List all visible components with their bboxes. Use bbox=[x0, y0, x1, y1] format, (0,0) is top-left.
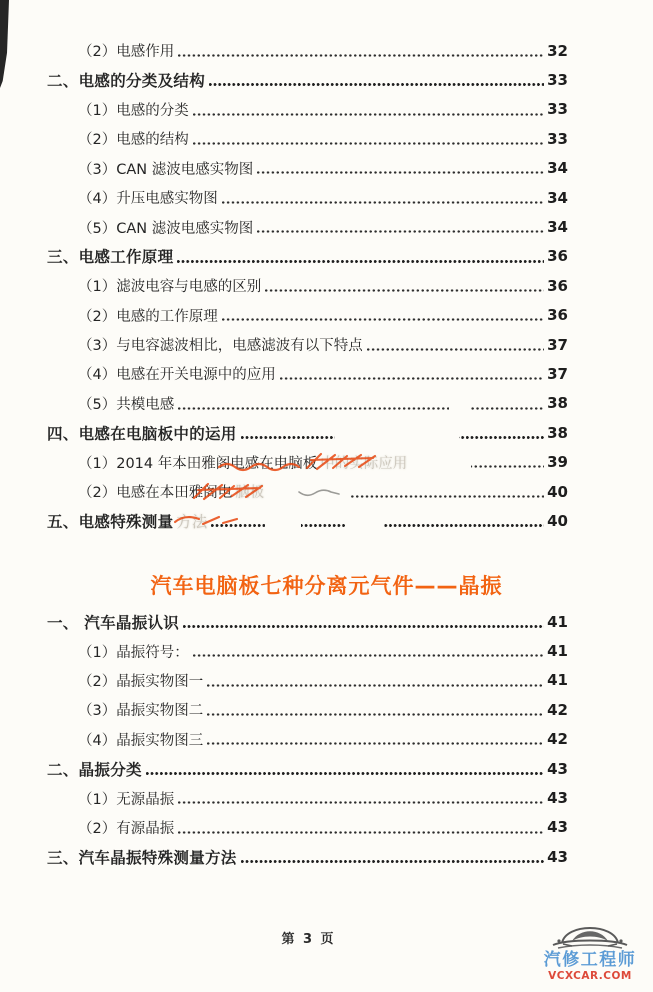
toc-entry-label: 四、电感在电脑板中的运用 bbox=[47, 424, 237, 443]
dot-leader bbox=[193, 124, 544, 153]
page-number-footer: 第 3 页 bbox=[281, 932, 336, 947]
scan-edge-artifact bbox=[0, 0, 9, 88]
dot-leader bbox=[268, 477, 544, 506]
toc-entry-label: 三、电感工作原理 bbox=[47, 248, 174, 267]
dot-leader bbox=[146, 754, 544, 783]
toc-entry-label: （2）电感作用 bbox=[78, 44, 175, 61]
dot-leader-dots bbox=[280, 377, 544, 380]
dot-leader-dots bbox=[241, 860, 545, 863]
toc-page-number: 43 bbox=[547, 818, 568, 837]
dot-leader bbox=[178, 389, 544, 418]
dot-leader bbox=[209, 65, 544, 94]
dot-leader-dots bbox=[193, 142, 544, 145]
toc-entry bbox=[47, 725, 568, 754]
faded-smudged-text: 方法 bbox=[176, 512, 208, 531]
toc-page-number: 40 bbox=[547, 511, 568, 530]
toc-entry bbox=[47, 65, 568, 94]
toc-entry-label: （2）电感的结构 bbox=[78, 132, 189, 149]
toc-entry-label: 二、电感的分类及结构 bbox=[47, 72, 206, 91]
dot-leader-dots bbox=[257, 230, 544, 233]
dot-leader-dots bbox=[178, 407, 544, 410]
toc-page-number: 43 bbox=[547, 759, 568, 778]
logo-brand-text: 汽修工程师 bbox=[543, 950, 637, 971]
toc-entry bbox=[47, 607, 568, 636]
toc-entry-label: （3）CAN 滤波电感实物图 bbox=[78, 161, 254, 178]
toc-page-number: 41 bbox=[547, 671, 568, 690]
toc-entry-label: （2）晶振实物图一 bbox=[78, 673, 204, 690]
toc-entry-label: （2）电感在本田雅阁电 bbox=[78, 485, 233, 502]
toc-entry-label: （2）有源晶振 bbox=[78, 820, 175, 837]
toc-entry-label: （4）晶振实物图三 bbox=[78, 732, 204, 749]
dot-leader bbox=[367, 330, 544, 359]
dot-leader-dots bbox=[265, 289, 544, 292]
toc-page-number: 33 bbox=[547, 129, 568, 148]
dot-leader-dots bbox=[367, 348, 544, 351]
toc-page-number: 38 bbox=[547, 423, 568, 442]
toc-entry bbox=[47, 389, 568, 418]
dot-leader bbox=[211, 506, 544, 535]
toc-entry bbox=[47, 813, 568, 842]
toc-entry-label: 五、电感特殊测量 bbox=[47, 512, 174, 531]
toc-page-number: 34 bbox=[547, 218, 568, 237]
dot-leader-dots bbox=[178, 831, 544, 834]
toc-entry bbox=[47, 271, 568, 300]
dot-leader bbox=[207, 666, 544, 695]
toc-entry bbox=[47, 330, 568, 359]
toc-entry bbox=[47, 666, 568, 695]
dot-leader-dots bbox=[222, 318, 544, 321]
toc-entry bbox=[47, 477, 568, 506]
dot-leader bbox=[193, 636, 544, 665]
toc-entry-label: （1）无源晶振 bbox=[78, 791, 175, 808]
dot-leader-gap bbox=[335, 434, 459, 440]
dot-leader bbox=[183, 607, 544, 636]
toc-page-number: 32 bbox=[547, 41, 568, 60]
dot-leader-dots bbox=[207, 713, 544, 716]
toc-page-number: 34 bbox=[547, 159, 568, 178]
toc-entry bbox=[47, 418, 568, 447]
dot-leader bbox=[241, 842, 545, 871]
dot-leader bbox=[193, 95, 544, 124]
toc-page-number: 43 bbox=[547, 847, 568, 866]
toc-entry-label: （3）与电容滤波相比，电感滤波有以下特点 bbox=[78, 338, 363, 355]
toc-page-number: 33 bbox=[547, 100, 568, 119]
dot-leader bbox=[280, 359, 544, 388]
toc-page-number: 41 bbox=[547, 642, 568, 661]
toc-page-number: 34 bbox=[547, 188, 568, 207]
dot-leader bbox=[411, 447, 544, 476]
toc-entry bbox=[47, 154, 568, 183]
dot-leader-dots bbox=[207, 684, 544, 687]
dot-leader bbox=[207, 695, 544, 724]
dot-leader bbox=[178, 783, 544, 812]
toc-entry-label: （3）晶振实物图二 bbox=[78, 703, 204, 720]
dot-leader bbox=[241, 418, 545, 447]
dot-leader-gap bbox=[411, 464, 471, 470]
toc-entry-label: （1）电感的分类 bbox=[78, 102, 189, 119]
dot-leader-dots bbox=[207, 742, 544, 745]
toc-page-number: 42 bbox=[547, 700, 568, 719]
section-title: 汽车电脑板七种分离元气件——晶振 bbox=[150, 574, 503, 598]
toc-entry-label: 一、 汽车晶振认识 bbox=[47, 613, 180, 632]
faded-smudged-text: 脑板 bbox=[235, 485, 265, 502]
dot-leader bbox=[265, 271, 544, 300]
toc-entry-label: （4）电感在开关电源中的应用 bbox=[78, 367, 276, 384]
toc-page-number: 42 bbox=[547, 730, 568, 749]
dot-leader bbox=[178, 36, 544, 65]
dot-leader-dots bbox=[193, 113, 544, 116]
toc-section-inductor bbox=[47, 36, 568, 536]
toc-page-number: 38 bbox=[547, 394, 568, 413]
toc-entry-label: （4）升压电感实物图 bbox=[78, 191, 218, 208]
dot-leader-dots bbox=[222, 201, 544, 204]
toc-entry bbox=[47, 95, 568, 124]
dot-leader-dots bbox=[146, 772, 544, 775]
toc-entry-label: （1）2014 年本田雅阁电感在电脑板 bbox=[78, 455, 318, 472]
toc-entry bbox=[47, 783, 568, 812]
toc-entry bbox=[47, 183, 568, 212]
toc-page-number: 36 bbox=[547, 306, 568, 325]
dot-leader-gap bbox=[265, 523, 302, 529]
toc-entry-label: 三、汽车晶振特殊测量方法 bbox=[47, 848, 237, 867]
dot-leader bbox=[257, 154, 544, 183]
dot-leader-dots bbox=[183, 625, 544, 628]
dot-leader-dots bbox=[178, 801, 544, 804]
toc-entry-label: （5）共模电感 bbox=[78, 396, 175, 413]
logo-site-text: VCXCAR.COM bbox=[548, 969, 632, 982]
dot-leader bbox=[177, 242, 544, 271]
toc-page-number: 41 bbox=[547, 612, 568, 631]
toc-page-number: 37 bbox=[547, 335, 568, 354]
dot-leader-dots bbox=[193, 654, 544, 657]
dot-leader-dots bbox=[257, 171, 544, 174]
dot-leader-gap bbox=[268, 493, 351, 499]
toc-entry bbox=[47, 636, 568, 665]
toc-entry bbox=[47, 695, 568, 724]
toc-page-number: 37 bbox=[547, 364, 568, 383]
toc-page-number: 39 bbox=[547, 453, 568, 472]
toc-page-number: 40 bbox=[547, 482, 568, 501]
toc-entry bbox=[47, 124, 568, 153]
toc-section-crystal bbox=[47, 607, 568, 872]
toc-entry bbox=[47, 447, 568, 476]
toc-entry bbox=[47, 242, 568, 271]
dot-leader bbox=[207, 725, 544, 754]
toc-page-number: 43 bbox=[547, 789, 568, 808]
toc-entry bbox=[47, 506, 568, 535]
toc-entry-label: 二、晶振分类 bbox=[47, 760, 142, 779]
dot-leader bbox=[222, 301, 544, 330]
car-logo-icon bbox=[546, 915, 634, 951]
toc-page-number: 36 bbox=[547, 276, 568, 295]
dot-leader-dots bbox=[209, 83, 544, 86]
toc-entry bbox=[47, 754, 568, 783]
toc-entry bbox=[47, 36, 568, 65]
toc-entry-label: （1）滤波电容与电感的区别 bbox=[78, 279, 262, 296]
toc-entry bbox=[47, 212, 568, 241]
dot-leader-dots bbox=[177, 260, 544, 263]
dot-leader-gap bbox=[449, 405, 471, 411]
toc-entry bbox=[47, 842, 568, 871]
dot-leader bbox=[257, 212, 544, 241]
toc-page-number: 36 bbox=[547, 247, 568, 266]
toc-entry-label: （5）CAN 滤波电感实物图 bbox=[78, 220, 254, 237]
dot-leader bbox=[178, 813, 544, 842]
toc-entry bbox=[47, 301, 568, 330]
vcxcar-logo bbox=[536, 915, 644, 982]
toc-entry-label: （2）电感的工作原理 bbox=[78, 308, 218, 325]
dot-leader-dots bbox=[178, 54, 544, 57]
dot-leader-gap bbox=[345, 523, 385, 529]
faded-smudged-text: 中的实际应用 bbox=[320, 455, 408, 472]
toc-page-number: 33 bbox=[547, 71, 568, 90]
toc-entry bbox=[47, 359, 568, 388]
dot-leader bbox=[222, 183, 544, 212]
toc-entry-label: （1）晶振符号： bbox=[78, 644, 189, 661]
